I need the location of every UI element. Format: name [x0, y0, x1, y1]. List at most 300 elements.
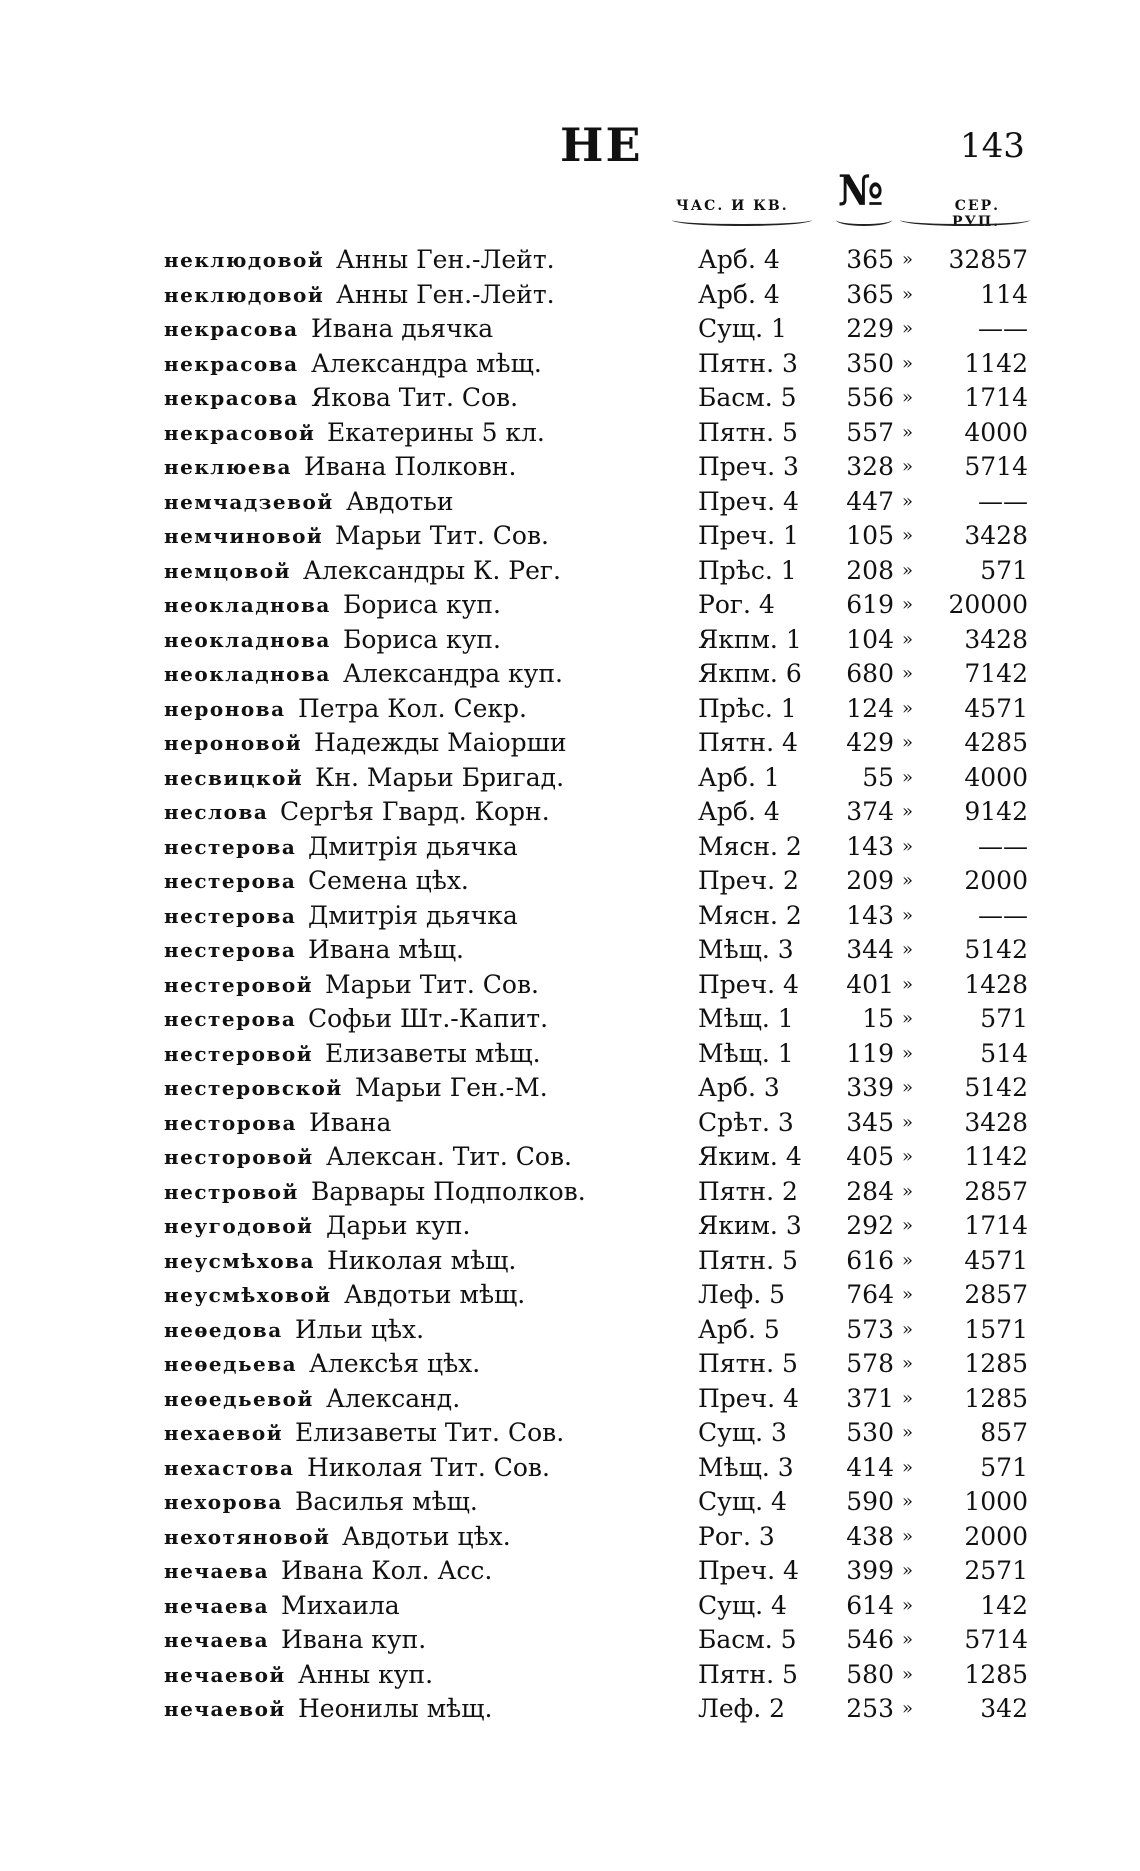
entry-number: 365	[846, 279, 894, 309]
entry-mark: »	[902, 939, 914, 960]
entry-amount: ——	[978, 831, 1028, 861]
entry-list	[0, 243, 1140, 1727]
entry-surname: нестерова	[164, 869, 297, 893]
entry-number: 447	[846, 486, 894, 516]
entry-row	[0, 968, 1140, 1003]
entry-amount: 571	[980, 1452, 1028, 1482]
entry-district: Арб. 4	[698, 797, 780, 826]
entry-amount: 2000	[964, 866, 1028, 895]
header-brace	[836, 214, 892, 226]
entry-number: 209	[846, 866, 894, 895]
entry-name-rank: Марьи Тит. Сов.	[325, 969, 539, 999]
entry-amount: ——	[978, 900, 1028, 930]
page-number: 143	[960, 126, 1025, 166]
entry-amount: ——	[978, 314, 1028, 343]
entry-row	[0, 381, 1140, 416]
entry-number: 345	[846, 1107, 894, 1137]
entry-row	[0, 554, 1140, 589]
entry-district: Леф. 2	[698, 1694, 786, 1723]
entry-amount: 3428	[964, 521, 1028, 550]
entry-number: 399	[846, 1556, 894, 1585]
entry-surname: немчадзевой	[164, 489, 334, 514]
entry-amount: 20000	[948, 590, 1028, 619]
entry-mark: »	[902, 801, 914, 822]
entry-row	[0, 519, 1140, 554]
entry-mark: »	[902, 1422, 914, 1443]
entry-amount: 4571	[964, 693, 1028, 723]
entry-number: 619	[846, 590, 894, 619]
entry-row	[0, 1520, 1140, 1555]
entry-name-rank: Дмитрія дьячка	[308, 900, 518, 930]
entry-district: Арб. 4	[698, 245, 780, 274]
entry-row	[0, 795, 1140, 830]
entry-name-rank: Марьи Ген.-М.	[355, 1073, 548, 1102]
entry-amount: 4285	[964, 728, 1028, 757]
entry-number: 438	[846, 1521, 894, 1551]
entry-district: Арб. 5	[698, 1314, 780, 1344]
entry-name-rank: Петра Кол. Секр.	[298, 693, 527, 723]
entry-number: 580	[846, 1659, 894, 1689]
entry-row	[0, 726, 1140, 761]
entry-mark: »	[902, 663, 914, 684]
entry-amount: 32857	[948, 245, 1028, 274]
entry-surname: неѳедьевой	[164, 1386, 314, 1411]
entry-name-rank: Александры К. Рег.	[303, 555, 561, 585]
entry-mark: »	[902, 1146, 914, 1167]
entry-amount: 2857	[964, 1280, 1028, 1309]
header-brace	[900, 214, 1030, 226]
entry-number: 124	[846, 693, 894, 723]
entry-surname: несторовой	[164, 1145, 314, 1169]
entry-name-rank: Анны Ген.-Лейт.	[336, 279, 555, 309]
entry-surname: нестерова	[164, 903, 297, 928]
entry-name-rank: Дарьи куп.	[326, 1211, 471, 1240]
entry-row	[0, 1313, 1140, 1348]
entry-surname: неклюдовой	[164, 248, 325, 272]
entry-district: Арб. 3	[698, 1073, 780, 1102]
entry-surname: нечаева	[164, 1593, 270, 1618]
entry-name-rank: Сергѣя Гвард. Корн.	[280, 797, 550, 826]
entry-mark: »	[902, 1008, 914, 1029]
entry-amount: 1142	[964, 1142, 1028, 1171]
entry-name-rank: Семена цѣх.	[308, 866, 469, 895]
entry-surname: нечаева	[164, 1628, 270, 1652]
entry-number: 429	[846, 728, 894, 757]
entry-mark: »	[902, 594, 914, 615]
entry-row	[0, 1037, 1140, 1072]
entry-row	[0, 312, 1140, 347]
entry-surname: неслова	[164, 800, 269, 824]
entry-amount: 1142	[964, 348, 1028, 378]
entry-surname: некрасовой	[164, 420, 316, 445]
entry-district: Пятн. 5	[698, 1245, 798, 1275]
entry-mark: »	[902, 1249, 914, 1271]
entry-district: Мѣщ. 3	[698, 935, 794, 964]
entry-number: 546	[846, 1625, 894, 1654]
entry-amount: 5714	[964, 452, 1028, 481]
entry-number: 530	[846, 1418, 894, 1447]
entry-mark: »	[902, 1111, 914, 1133]
entry-amount: 1428	[964, 969, 1028, 999]
entry-amount: 1285	[964, 1659, 1028, 1689]
entry-amount: 571	[980, 555, 1028, 585]
entry-name-rank: Екатерины 5 кл.	[327, 417, 545, 447]
entry-row	[0, 485, 1140, 520]
entry-amount: 2571	[964, 1556, 1028, 1585]
entry-district: Преч. 2	[698, 866, 799, 895]
entry-name-rank: Неонилы мѣщ.	[298, 1694, 493, 1723]
entry-name-rank: Михаила	[281, 1590, 400, 1620]
entry-number: 764	[846, 1280, 894, 1309]
entry-surname: нестеровой	[164, 972, 314, 997]
entry-surname: некрасова	[164, 351, 299, 376]
entry-surname: неокладнова	[164, 593, 331, 617]
entry-number: 119	[846, 1038, 894, 1068]
entry-surname: неусмѣхова	[164, 1248, 315, 1273]
entry-mark: »	[902, 525, 914, 546]
entry-name-rank: Елизаветы мѣщ.	[325, 1038, 541, 1068]
entry-surname: немчиновой	[164, 524, 324, 548]
entry-row	[0, 623, 1140, 658]
entry-surname: неклюдовой	[164, 282, 325, 307]
entry-district: Сущ. 1	[698, 314, 787, 343]
entry-name-rank: Ивана мѣщ.	[308, 935, 465, 964]
entry-district: Пятн. 5	[698, 417, 798, 447]
entry-row	[0, 761, 1140, 796]
entry-mark: »	[902, 766, 914, 788]
entry-surname: некрасова	[164, 386, 299, 410]
entry-name-rank: Софьи Шт.-Капит.	[308, 1004, 549, 1033]
entry-name-rank: Дмитрія дьячка	[308, 831, 518, 861]
entry-surname: неокладнова	[164, 627, 331, 652]
entry-name-rank: Ивана	[309, 1107, 392, 1137]
entry-mark: »	[902, 1560, 914, 1581]
entry-name-rank: Николая Тит. Сов.	[307, 1452, 550, 1482]
entry-name-rank: Бориса куп.	[343, 624, 501, 654]
entry-row	[0, 1002, 1140, 1037]
entry-surname: неѳедьева	[164, 1352, 298, 1376]
entry-amount: 5714	[964, 1625, 1028, 1654]
entry-district: Мясн. 2	[698, 900, 802, 930]
entry-mark: »	[902, 1353, 914, 1374]
entry-surname: неугодовой	[164, 1214, 314, 1238]
entry-row	[0, 864, 1140, 899]
entry-amount: 1571	[964, 1314, 1028, 1344]
entry-row	[0, 243, 1140, 278]
entry-district: Яким. 3	[698, 1211, 802, 1240]
entry-district: Пятн. 3	[698, 348, 798, 378]
entry-surname: неусмѣховой	[164, 1283, 332, 1307]
entry-district: Басм. 5	[698, 1625, 797, 1654]
entry-surname: нестровой	[164, 1179, 299, 1204]
entry-mark: »	[902, 835, 914, 857]
entry-row	[0, 1278, 1140, 1313]
entry-row	[0, 1175, 1140, 1210]
entry-number: 573	[846, 1314, 894, 1344]
entry-row	[0, 1347, 1140, 1382]
entry-name-rank: Алексѣя цѣх.	[309, 1349, 481, 1378]
entry-row	[0, 1140, 1140, 1175]
entry-number: 365	[846, 245, 894, 274]
entry-mark: »	[902, 904, 914, 926]
entry-row	[0, 692, 1140, 727]
entry-amount: 4000	[964, 762, 1028, 792]
entry-surname: нечаевой	[164, 1662, 286, 1687]
entry-district: Сущ. 4	[698, 1487, 787, 1516]
entry-name-rank: Бориса куп.	[343, 590, 501, 619]
entry-district: Мѣщ. 1	[698, 1038, 794, 1068]
entry-name-rank: Марьи Тит. Сов.	[335, 521, 549, 550]
entry-number: 350	[846, 348, 894, 378]
entry-district: Прѣс. 1	[698, 693, 797, 723]
entry-surname: нестерова	[164, 938, 297, 962]
entry-district: Преч. 4	[698, 969, 799, 999]
running-head: НЕ	[560, 118, 643, 172]
entry-surname: нехастова	[164, 1455, 295, 1480]
entry-amount: 5142	[964, 1073, 1028, 1102]
entry-amount: 2857	[964, 1176, 1028, 1206]
entry-row	[0, 1071, 1140, 1106]
column-header-rubles: СЕР. РУП.	[952, 198, 1000, 230]
entry-mark: »	[902, 1491, 914, 1512]
entry-row	[0, 1209, 1140, 1244]
entry-surname: неронова	[164, 696, 286, 721]
entry-district: Пятн. 5	[698, 1659, 798, 1689]
entry-district: Прѣс. 1	[698, 555, 797, 585]
entry-mark: »	[902, 421, 914, 443]
entry-number: 105	[846, 521, 894, 550]
entry-number: 208	[846, 555, 894, 585]
entry-district: Пятн. 5	[698, 1349, 798, 1378]
entry-name-rank: Василья мѣщ.	[295, 1487, 478, 1516]
entry-mark: »	[902, 456, 914, 477]
entry-district: Преч. 4	[698, 1556, 799, 1585]
entry-row	[0, 1554, 1140, 1589]
column-header-number: №	[838, 166, 884, 215]
entry-name-rank: Ивана куп.	[281, 1625, 427, 1654]
entry-name-rank: Надежды Маіорши	[314, 728, 567, 757]
entry-row	[0, 588, 1140, 623]
entry-district: Преч. 3	[698, 452, 799, 481]
entry-district: Яким. 4	[698, 1142, 802, 1171]
entry-row	[0, 1106, 1140, 1141]
entry-name-rank: Кн. Марьи Бригад.	[315, 762, 565, 792]
entry-mark: »	[902, 352, 914, 374]
entry-number: 556	[846, 383, 894, 412]
entry-district: Сущ. 3	[698, 1418, 787, 1447]
entry-number: 371	[846, 1383, 894, 1413]
entry-mark: »	[902, 1042, 914, 1064]
entry-name-rank: Александра мѣщ.	[311, 348, 542, 378]
entry-name-rank: Николая мѣщ.	[327, 1245, 517, 1275]
entry-district: Арб. 1	[698, 762, 780, 792]
entry-row	[0, 899, 1140, 934]
entry-mark: »	[902, 1663, 914, 1685]
entry-district: Рог. 4	[698, 590, 775, 619]
entry-mark: »	[902, 870, 914, 891]
entry-amount: 3428	[964, 624, 1028, 654]
entry-name-rank: Елизаветы Тит. Сов.	[295, 1418, 565, 1447]
entry-row	[0, 657, 1140, 692]
entry-mark: »	[902, 1215, 914, 1236]
entry-number: 344	[846, 935, 894, 964]
entry-district: Рог. 3	[698, 1521, 775, 1551]
entry-number: 253	[846, 1694, 894, 1723]
entry-number: 616	[846, 1245, 894, 1275]
entry-amount: 571	[980, 1004, 1028, 1033]
entry-row	[0, 1692, 1140, 1727]
entry-district: Мясн. 2	[698, 831, 802, 861]
entry-amount: 5142	[964, 935, 1028, 964]
entry-surname: нехотяновой	[164, 1524, 331, 1549]
entry-mark: »	[902, 1318, 914, 1340]
entry-number: 680	[846, 659, 894, 688]
entry-row	[0, 830, 1140, 865]
entry-row	[0, 450, 1140, 485]
entry-district: Преч. 1	[698, 521, 799, 550]
entry-surname: немцовой	[164, 558, 291, 583]
entry-district: Басм. 5	[698, 383, 797, 412]
entry-number: 104	[846, 624, 894, 654]
entry-amount: 4000	[964, 417, 1028, 447]
entry-district: Леф. 5	[698, 1280, 786, 1309]
entry-surname: нечаева	[164, 1559, 270, 1583]
entry-number: 229	[846, 314, 894, 343]
entry-row	[0, 1416, 1140, 1451]
entry-number: 590	[846, 1487, 894, 1516]
entry-surname: нестеровой	[164, 1041, 314, 1066]
entry-number: 578	[846, 1349, 894, 1378]
entry-number: 55	[862, 762, 894, 792]
entry-mark: »	[902, 1594, 914, 1616]
entry-district: Пятн. 4	[698, 728, 798, 757]
entry-name-rank: Александ.	[326, 1383, 461, 1413]
entry-surname: нестеровской	[164, 1076, 343, 1100]
entry-number: 143	[846, 900, 894, 930]
entry-name-rank: Авдотьи	[346, 486, 454, 516]
column-header-part: ЧАС. И КВ.	[676, 198, 789, 214]
entry-mark: »	[902, 249, 914, 270]
entry-mark: »	[902, 490, 914, 512]
entry-row	[0, 1244, 1140, 1279]
entry-amount: 342	[980, 1694, 1028, 1723]
entry-number: 284	[846, 1176, 894, 1206]
entry-mark: »	[902, 283, 914, 305]
entry-number: 292	[846, 1211, 894, 1240]
entry-district: Мѣщ. 1	[698, 1004, 794, 1033]
entry-district: Преч. 4	[698, 1383, 799, 1413]
entry-number: 557	[846, 417, 894, 447]
entry-amount: 3428	[964, 1107, 1028, 1137]
entry-mark: »	[902, 1629, 914, 1650]
entry-number: 401	[846, 969, 894, 999]
entry-mark: »	[902, 973, 914, 995]
entry-number: 414	[846, 1452, 894, 1482]
entry-surname: нехаевой	[164, 1421, 284, 1445]
entry-district: Якпм. 1	[698, 624, 802, 654]
entry-name-rank: Анны куп.	[298, 1659, 434, 1689]
entry-mark: »	[902, 559, 914, 581]
entry-mark: »	[902, 1698, 914, 1719]
entry-mark: »	[902, 732, 914, 753]
entry-amount: 142	[980, 1590, 1028, 1620]
entry-name-rank: Якова Тит. Сов.	[311, 383, 519, 412]
entry-row	[0, 1658, 1140, 1693]
entry-number: 15	[862, 1004, 894, 1033]
entry-amount: 1285	[964, 1349, 1028, 1378]
entry-surname: нечаевой	[164, 1697, 286, 1721]
entry-number: 339	[846, 1073, 894, 1102]
entry-surname: несвицкой	[164, 765, 304, 790]
entry-mark: »	[902, 1077, 914, 1098]
entry-amount: 4571	[964, 1245, 1028, 1275]
entry-amount: 2000	[964, 1521, 1028, 1551]
entry-amount: 857	[980, 1418, 1028, 1447]
entry-mark: »	[902, 697, 914, 719]
entry-district: Арб. 4	[698, 279, 780, 309]
entry-number: 143	[846, 831, 894, 861]
entry-row	[0, 1589, 1140, 1624]
entry-surname: несторова	[164, 1110, 297, 1135]
entry-mark: »	[902, 318, 914, 339]
entry-name-rank: Ильи цѣх.	[295, 1314, 425, 1344]
entry-name-rank: Александра куп.	[343, 659, 563, 688]
entry-district: Пятн. 2	[698, 1176, 798, 1206]
entry-district: Якпм. 6	[698, 659, 802, 688]
entry-number: 614	[846, 1590, 894, 1620]
entry-mark: »	[902, 1284, 914, 1305]
entry-amount: 514	[980, 1038, 1028, 1068]
entry-amount: 1714	[964, 383, 1028, 412]
entry-surname: неѳедова	[164, 1317, 283, 1342]
entry-name-rank: Ивана Полковн.	[304, 452, 517, 481]
entry-mark: »	[902, 628, 914, 650]
entry-row	[0, 1382, 1140, 1417]
entry-name-rank: Алексан. Тит. Сов.	[326, 1142, 572, 1171]
entry-row	[0, 1451, 1140, 1486]
entry-surname: неокладнова	[164, 662, 331, 686]
entry-name-rank: Анны Ген.-Лейт.	[336, 245, 555, 274]
entry-district: Преч. 4	[698, 486, 799, 516]
entry-row	[0, 1623, 1140, 1658]
entry-number: 405	[846, 1142, 894, 1171]
entry-surname: нестерова	[164, 834, 297, 859]
entry-district: Сущ. 4	[698, 1590, 787, 1620]
entry-amount: ——	[978, 486, 1028, 516]
entry-number: 374	[846, 797, 894, 826]
entry-mark: »	[902, 1180, 914, 1202]
entry-number: 328	[846, 452, 894, 481]
entry-district: Срѣт. 3	[698, 1107, 794, 1137]
header-brace	[672, 214, 812, 226]
entry-amount: 7142	[964, 659, 1028, 688]
entry-amount: 114	[980, 279, 1028, 309]
entry-surname: нероновой	[164, 731, 303, 755]
entry-surname: нехорова	[164, 1490, 283, 1514]
entry-mark: »	[902, 1456, 914, 1478]
entry-name-rank: Варвары Подполков.	[311, 1176, 586, 1206]
entry-row	[0, 1485, 1140, 1520]
entry-row	[0, 347, 1140, 382]
entry-surname: нестерова	[164, 1007, 297, 1031]
entry-name-rank: Ивана Кол. Асс.	[281, 1556, 493, 1585]
entry-mark: »	[902, 1387, 914, 1409]
entry-mark: »	[902, 1525, 914, 1547]
entry-district: Мѣщ. 3	[698, 1452, 794, 1482]
entry-amount: 1714	[964, 1211, 1028, 1240]
entry-amount: 9142	[964, 797, 1028, 826]
entry-name-rank: Авдотьи мѣщ.	[344, 1280, 526, 1309]
